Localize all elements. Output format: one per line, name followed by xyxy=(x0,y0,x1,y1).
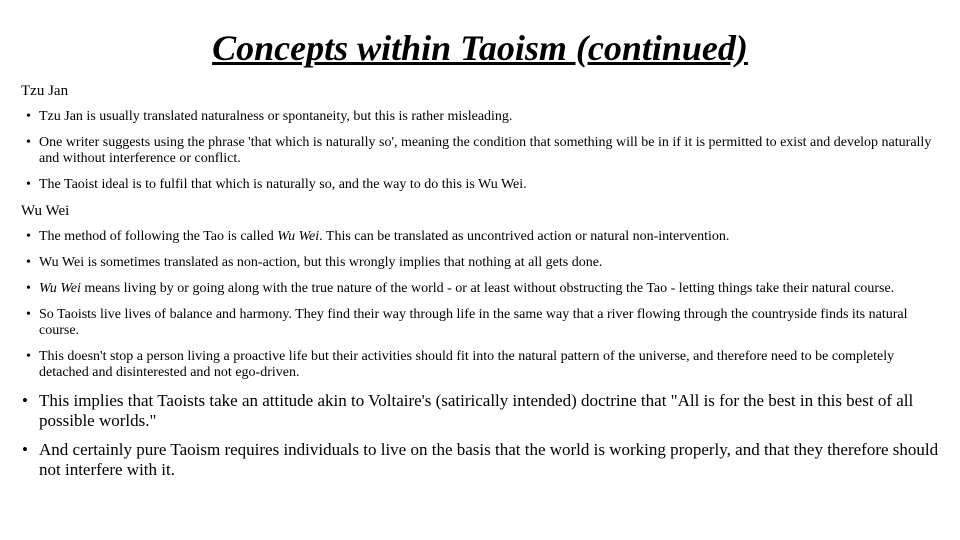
bullet-icon: • xyxy=(26,281,31,296)
list-item-text: Tzu Jan is usually translated naturalness or spontaneity, but this is rather misleading. xyxy=(39,109,513,124)
list-item-text xyxy=(39,229,729,244)
bullet-icon: • xyxy=(22,391,28,410)
list-item-text-prefix: The method of following the Tao is called xyxy=(39,229,278,244)
list-item xyxy=(21,349,939,381)
bullet-icon: • xyxy=(26,109,31,124)
slide-title: Concepts within Taoism (continued) xyxy=(212,28,748,68)
list-item-text-suffix: . This can be translated as uncontrived action or natural non-intervention. xyxy=(319,229,730,244)
section-heading-wu-wei: Wu Wei xyxy=(21,203,70,219)
bullet-icon: • xyxy=(26,307,31,322)
bullet-icon: • xyxy=(26,135,31,150)
bullet-icon: • xyxy=(26,349,31,364)
list-item xyxy=(21,307,939,339)
section-heading-tzu-jan: Tzu Jan xyxy=(21,83,69,99)
slide-body xyxy=(21,82,939,489)
list-item-text-suffix: means living by or going along with the true nature of the world - or at least without obstructing the Tao - letting things take their natural course. xyxy=(80,281,895,296)
list-item xyxy=(21,281,939,297)
list-item xyxy=(21,135,939,167)
wu-wei-term: Wu Wei xyxy=(39,281,81,296)
list-item-text: This implies that Taoists take an attitude akin to Voltaire's (satirically intended) doctrine that "All is for the best in this best of all possible worlds." xyxy=(39,391,914,430)
list-item-text: The Taoist ideal is to fulfil that which is naturally so, and the way to do this is Wu Wei. xyxy=(39,177,527,192)
bullet-icon: • xyxy=(26,177,31,192)
bullet-icon: • xyxy=(22,440,28,459)
list-item-text: This doesn't stop a person living a proactive life but their activities should fit into the natural pattern of the universe, and therefore need to be completely detached and disinterested and not ego-driven. xyxy=(39,349,895,380)
list-item xyxy=(21,255,939,271)
list-item-text: One writer suggests using the phrase 'that which is naturally so', meaning the condition that something will be in if it is permitted to exist and develop naturally and without interference or conflict. xyxy=(39,135,932,166)
bullet-icon: • xyxy=(26,229,31,244)
bullet-icon: • xyxy=(26,255,31,270)
list-item xyxy=(21,440,939,480)
list-item xyxy=(21,229,939,245)
list-item-text xyxy=(39,281,894,296)
list-item-text: And certainly pure Taoism requires individuals to live on the basis that the world is working properly, and that they therefore should not interfere with it. xyxy=(39,440,939,479)
list-item xyxy=(21,109,939,125)
list-item xyxy=(21,177,939,193)
list-item xyxy=(21,391,939,431)
list-item-text: Wu Wei is sometimes translated as non-action, but this wrongly implies that nothing at all gets done. xyxy=(39,255,603,270)
list-item-text: So Taoists live lives of balance and harmony. They find their way through life in the same way that a river flowing through the countryside finds its natural course. xyxy=(39,307,908,338)
wu-wei-term: Wu Wei xyxy=(277,229,320,244)
